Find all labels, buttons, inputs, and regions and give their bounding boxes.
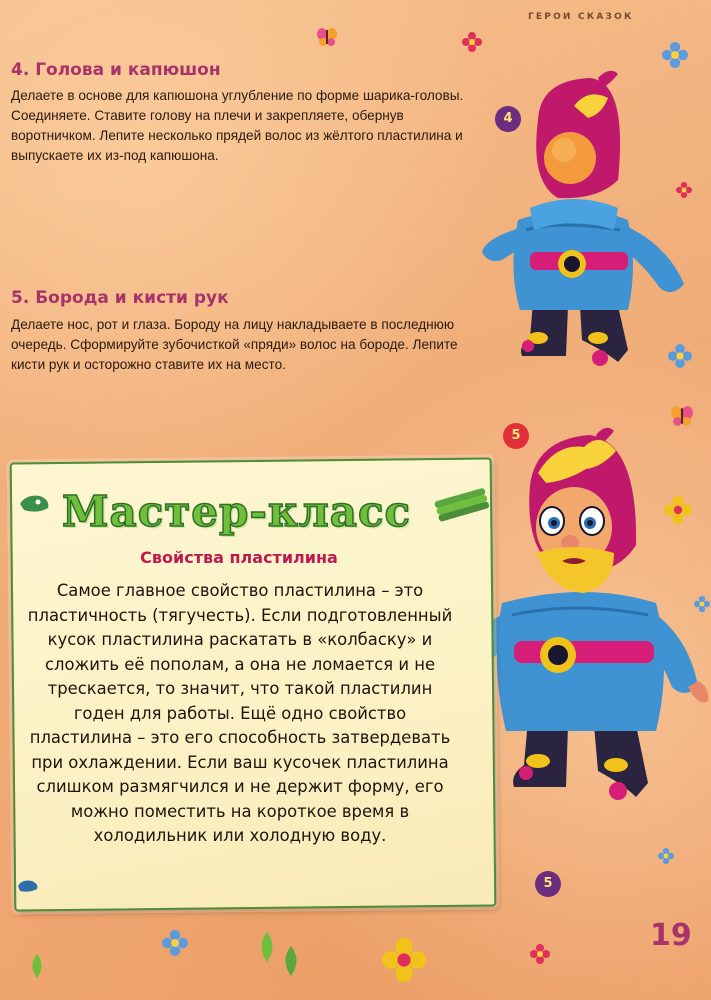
plasticine-piece-icon	[16, 878, 40, 894]
masterclass-body: Самое главное свойство пластилина – это пластичность (тягучесть). Если подготовленный кусок пластилина раскатать в «колбаску» и сложить её пополам, а она не ломается и не трескается, то значит, что такой пластилин годен для работы. Ещё одно свойство пластилина – это его способность затвердевать при охлаждении. Если ваш кусочек пластилина слишком размягчился и не держит форму, его можно поместить на короткое время в холодильник или холодную воду.	[27, 581, 453, 845]
leaf-icon	[28, 952, 46, 980]
step-5-bottom-badge: 5	[535, 871, 561, 897]
flower-icon	[658, 848, 674, 864]
flower-icon	[668, 344, 692, 368]
step-4-badge: 4	[495, 106, 521, 132]
masterclass-subtitle: Свойства пластилина	[140, 548, 338, 567]
flower-icon	[382, 938, 426, 982]
leaf-icon	[280, 944, 302, 978]
flower-icon	[662, 42, 688, 68]
flower-icon	[694, 596, 710, 612]
step-5-badge: 5	[503, 423, 529, 449]
flower-icon	[664, 496, 692, 524]
flower-icon	[162, 930, 188, 956]
step-4-text: Делаете в основе для капюшона углубление по форме шарика-головы. Соединяете. Ставите голову на плечи и закрепляете, обернув воротничком. Лепите несколько прядей волос из жёлтого пластилина и выпускаете их из-под капюшона.	[11, 88, 464, 163]
plasticine-stick-icon	[432, 484, 494, 526]
plasticine-piece-icon	[18, 492, 52, 514]
flower-icon	[676, 182, 692, 198]
flower-icon	[530, 944, 550, 964]
butterfly-icon	[316, 26, 338, 48]
running-head: ГЕРОИ СКАЗОК	[528, 12, 634, 22]
leaf-icon	[256, 930, 278, 964]
step-5-title: 5. Борода и кисти рук	[11, 288, 229, 308]
masterclass-heading: Мастер-класс	[62, 487, 412, 536]
clay-gnome-step5-figure	[466, 425, 711, 820]
step-5-text: Делаете нос, рот и глаза. Бороду на лицу накладываете в последнюю очередь. Сформируйте зубочисткой «пряди» волос на бороде. Лепите кисти рук и осторожно ставите их на место.	[11, 317, 458, 372]
step-4-title: 4. Голова и капюшон	[11, 60, 221, 80]
page-number: 19	[650, 918, 692, 953]
flower-icon	[462, 32, 482, 52]
butterfly-icon	[670, 404, 694, 428]
